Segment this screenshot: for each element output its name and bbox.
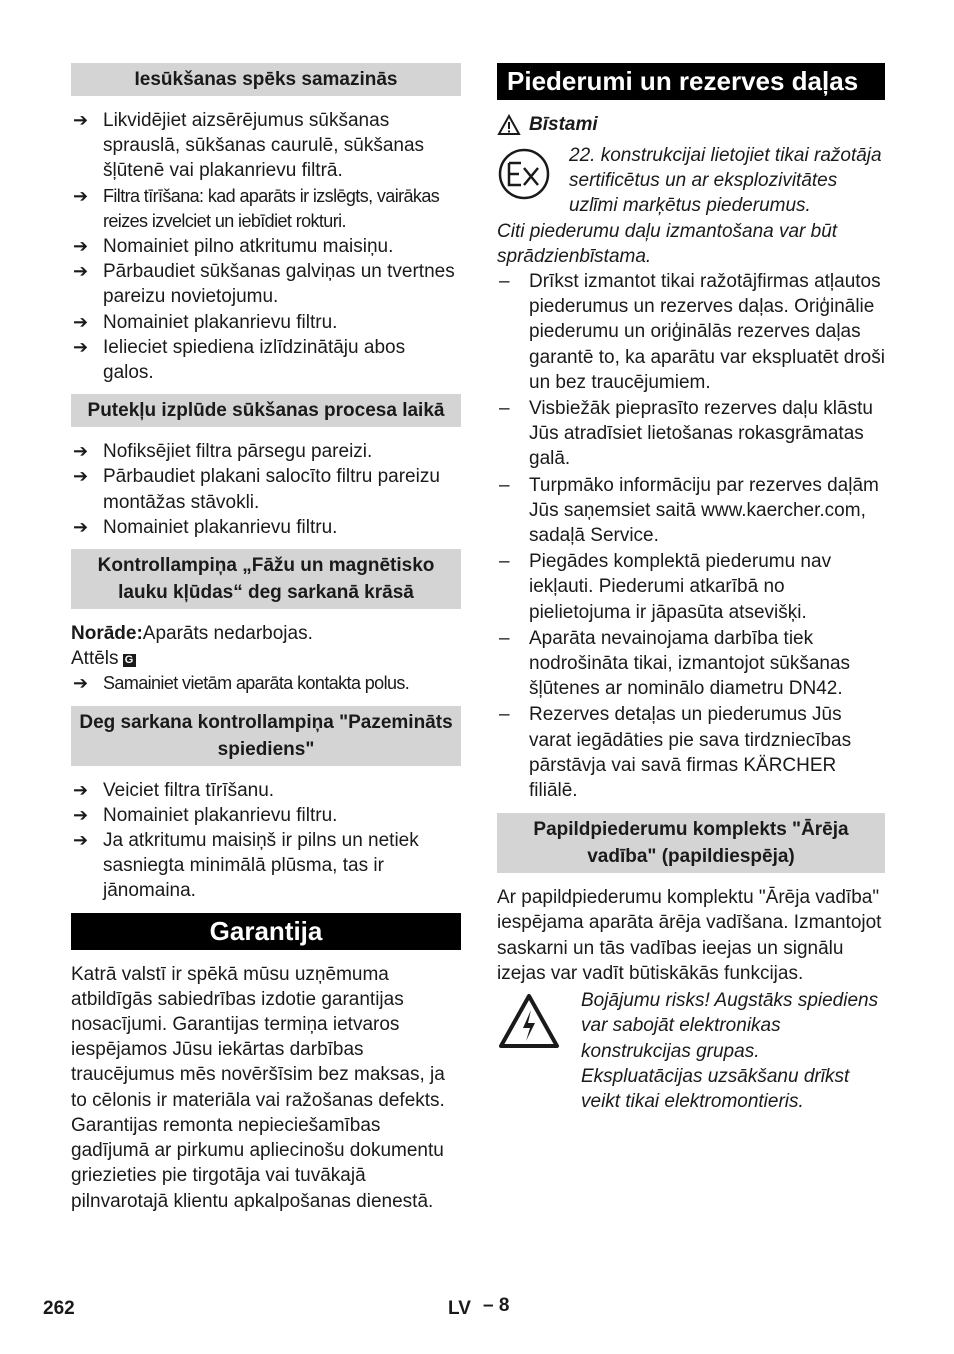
danger-line — [497, 112, 885, 137]
note-label: Norāde: — [71, 623, 143, 645]
page-number: 262 — [43, 1298, 75, 1319]
danger-label: Bīstami — [529, 114, 598, 135]
list-item: ➔ Nomainiet plakanrievu filtru. — [71, 310, 461, 335]
arrow-icon: ➔ — [73, 261, 89, 282]
list-item: – Piegādes komplektā piederumu nav iekļauti. Piederumi atkarībā no pielietojuma ir jāpasūta atsevišķi. — [499, 551, 832, 623]
arrow-icon: ➔ — [73, 673, 88, 694]
section-heading-suction-power: Iesūkšanas spēks samazinās — [71, 63, 461, 96]
section-heading-low-pressure: Deg sarkana kontrollampiņa "Pazemināts spiediens" — [71, 706, 461, 766]
list-item: ➔ Veiciet filtra tīrīšanu. — [71, 778, 461, 803]
list-item: ➔ Pārbaudiet plakani salocīto filtru pareizu montāžas stāvokli. — [73, 466, 440, 513]
ex-warning-block — [497, 143, 885, 219]
section-heading-external-control-kit: Papildpiederumu komplekts "Ārēja vadība" (papildiespēja) — [497, 813, 885, 873]
list-item: ➔ Filtra tīrīšana: kad aparāts ir izslēgts, vairākas reizes izvelciet un iebīdiet rokturi. — [73, 185, 440, 231]
phase-lamp-steps — [71, 671, 461, 696]
external-control-text: Ar papildpiederumu komplektu "Ārēja vadība" iespējama aparāta ārēja vadīšana. Izmantojot saskarni un tās vadības ieejas un signālu izejas var vadīt būtiskākās funkcijas. — [497, 887, 882, 984]
list-item: ➔ Ielieciet spiediena izlīdzinātāju abos galos. — [73, 336, 406, 384]
left-column — [71, 63, 461, 1214]
arrow-icon: ➔ — [73, 779, 89, 800]
arrow-icon: ➔ — [73, 311, 89, 332]
arrow-icon: ➔ — [73, 336, 89, 357]
low-pressure-steps — [71, 778, 461, 904]
figure-badge: G — [123, 654, 136, 667]
arrow-icon: ➔ — [73, 830, 89, 851]
warning-triangle-icon — [497, 114, 521, 136]
list-item: ➔ Nomainiet plakanrievu filtru. — [71, 515, 461, 540]
list-item: – Drīkst izmantot tikai ražotājfirmas atļautos piederumus un rezerves daļas. Oriģinālie piederumu un oriģinālās rezerves daļas garantē to, ka aparātu var ekspluatēt droši un bez traucējumiem. — [499, 271, 885, 393]
language-code: LV — [448, 1298, 471, 1319]
section-page-number: – 8 — [483, 1295, 510, 1316]
arrow-icon: ➔ — [73, 441, 89, 462]
list-item: – Visbiežāk pieprasīto rezerves daļu klāstu Jūs atradīsiet lietošanas rokasgrāmatas galā. — [499, 398, 873, 470]
accessories-list — [497, 269, 885, 803]
ex-explosion-protection-icon — [497, 147, 551, 201]
section-heading-guarantee: Garantija — [71, 913, 461, 950]
guarantee-text: Katrā valstī ir spēkā mūsu uzņēmuma atbildīgās sabiedrības izdotie garantijas nosacījumi. Garantijas termiņa ietvaros iespējamos Jūsu iekārtas darbības traucējumus mēs novēršīsim bez maksas, ja to cēlonis ir materiāla vai ražošanas defekts. Garantijas remonta nepieciešamības gadījumā ar pirkumu apliecinošu dokumentu griezieties pie tirgotāja vai tuvākajā pilnvarotajā klientu apkalpošanas dienestā. — [71, 963, 445, 1212]
arrow-icon: ➔ — [73, 466, 89, 487]
suction-power-steps — [71, 108, 461, 385]
note — [71, 621, 461, 646]
list-item: ➔ Nofiksējiet filtra pārsegu pareizi. — [71, 439, 461, 464]
list-item: ➔ Samainiet vietām aparāta kontakta polus. — [71, 671, 461, 696]
explosion-warning-text: Citi piederumu daļu izmantošana var būt sprādzienbīstama. — [497, 220, 838, 267]
list-item: – Turpmāko informāciju par rezerves daļām Jūs saņemsiet saitā www.kaercher.com, sadaļā Service. — [499, 474, 879, 547]
arrow-icon: ➔ — [73, 110, 89, 130]
electrical-risk-block — [497, 988, 885, 1114]
section-heading-accessories: Piederumi un rezerves daļas — [497, 63, 885, 100]
risk-text: Bojājumu risks! Augstāks spiediens var sabojāt elektronikas konstrukcijas grupas. Ekspluatācijas uzsākšanu drīkst veikt tikai elektromontieris. — [581, 990, 879, 1112]
list-item: ➔ Nomainiet plakanrievu filtru. — [71, 803, 461, 828]
note-text: Aparāts nedarbojas. — [142, 623, 313, 645]
arrow-icon: ➔ — [73, 236, 89, 257]
right-column — [497, 63, 885, 1114]
high-voltage-warning-icon — [497, 992, 561, 1050]
list-item: ➔ Likvidējiet aizsērējumus sūkšanas sprauslā, sūkšanas caurulē, sūkšanas šļūtenē vai plakanrievu filtrā. — [73, 110, 425, 182]
list-item: ➔ Ja atkritumu maisiņš ir pilns un netiek sasniegta minimālā plūsma, tas ir jānomaina. — [73, 830, 419, 902]
list-item: ➔ Pārbaudiet sūkšanas galviņas un tvertnes pareizu novietojumu. — [73, 261, 455, 308]
list-item: – Rezerves detaļas un piederumus Jūs varat iegādāties pie sava tirdzniecības pārstāvja vai savā firmas KÄRCHER filiālē. — [499, 704, 852, 802]
list-item: ➔ Nomainiet pilno atkritumu maisiņu. — [71, 234, 461, 259]
arrow-icon: ➔ — [73, 804, 89, 825]
dust-leak-steps — [71, 439, 461, 540]
list-item: – Aparāta nevainojama darbība tiek nodrošināta tikai, izmantojot sūkšanas šļūtenes ar nominālo diametru DN42. — [499, 627, 851, 700]
arrow-icon: ➔ — [73, 185, 88, 206]
section-heading-dust-leak: Putekļu izplūde sūkšanas procesa laikā — [71, 394, 461, 427]
arrow-icon: ➔ — [73, 516, 89, 537]
ex-text: 22. konstrukcijai lietojiet tikai ražotāja sertificētus un ar eksplozivitātes uzlīmi marķētus piederumus. — [569, 145, 882, 217]
figure-reference: Attēls G — [71, 646, 461, 671]
section-heading-phase-lamp: Kontrollampiņa „Fāžu un magnētisko lauku kļūdas“ deg sarkanā krāsā — [71, 549, 461, 609]
